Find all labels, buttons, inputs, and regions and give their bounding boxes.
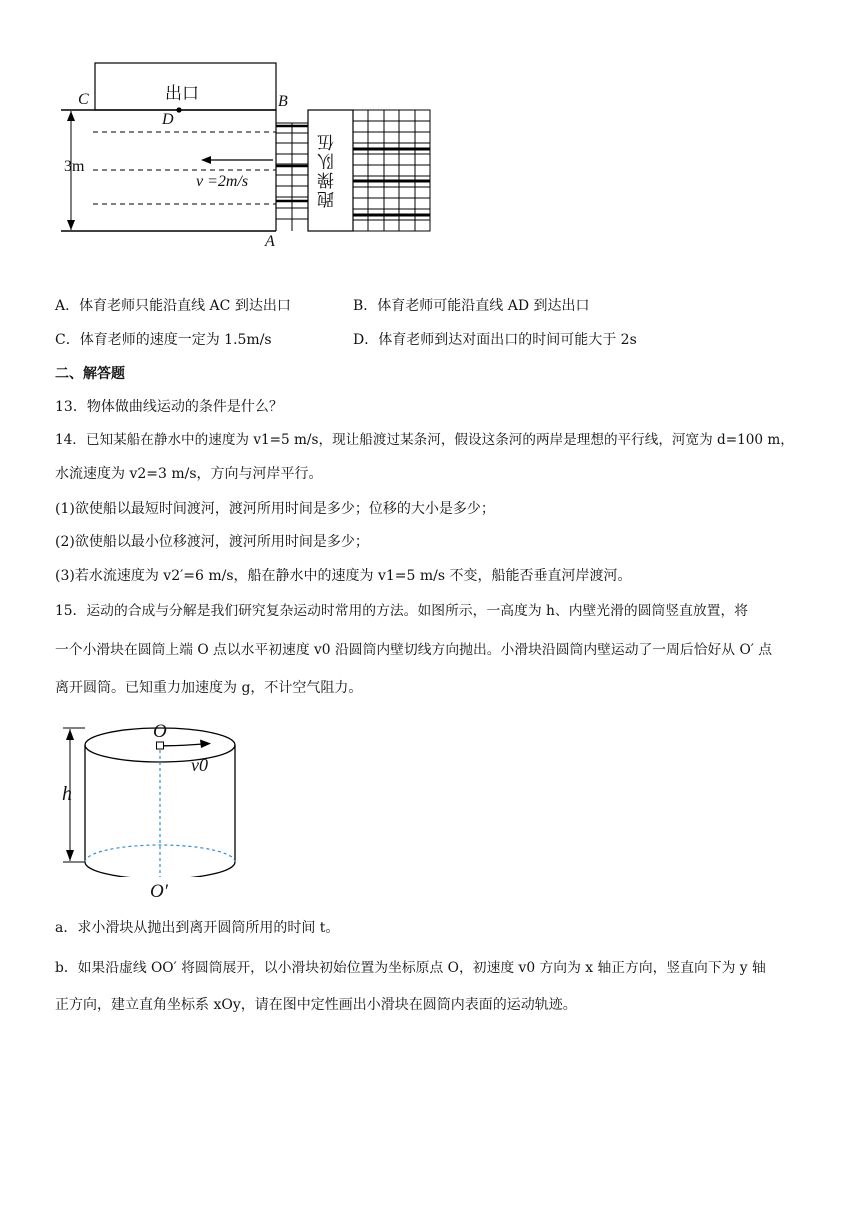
question-15-line1: 15．运动的合成与分解是我们研究复杂运动时常用的方法。如图所示，一高度为 h、内壁光滑的圆筒竖直放置，将: [55, 603, 749, 619]
slider-block: [157, 742, 164, 749]
point-d-marker: [176, 107, 181, 112]
point-o-prime-label: O′: [150, 881, 168, 902]
exit-label: 出口: [165, 84, 199, 103]
question-15-line2: 一个小滑块在圆筒上端 O 点以水平初速度 v0 沿圆筒内壁切线方向抛出。小滑块沿圆筒内壁运动了一周后恰好从 O′ 点: [55, 642, 773, 658]
question-14-line1: 14．已知某船在静水中的速度为 v1=5 m/s，现让船渡过某条河，假设这条河的两岸是理想的平行线，河宽为 d=100 m，: [55, 432, 794, 448]
point-c-label: C: [78, 91, 89, 108]
question-14-part3: (3)若水流速度为 v2′=6 m/s，船在静水中的速度为 v1=5 m/s 不变，船能否垂直河岸渡河。: [55, 568, 632, 584]
width-label: 3m: [64, 158, 85, 175]
queue-grid-right: [353, 110, 430, 231]
point-b-label: B: [278, 93, 288, 110]
playground-figure: [55, 55, 445, 255]
option-b: B．体育老师可能沿直线 AD 到达出口: [353, 298, 590, 314]
question-14-part1: (1)欲使船以最短时间渡河，渡河所用时间是多少；位移的大小是多少；: [55, 501, 495, 517]
question-15-line3: 离开圆筒。已知重力加速度为 g，不计空气阻力。: [55, 680, 363, 696]
section-heading: 二、解答题: [55, 366, 125, 382]
option-a: A．体育老师只能沿直线 AC 到达出口: [55, 298, 291, 314]
question-15-part-b-line2: 正方向，建立直角坐标系 xOy，请在图中定性画出小滑块在圆筒内表面的运动轨迹。: [55, 997, 577, 1013]
point-d-label: D: [162, 111, 174, 128]
queue-label: 跑操队伍: [318, 132, 338, 208]
initial-velocity-arrow: [164, 744, 203, 746]
question-14-part2: (2)欲使船以最小位移渡河，渡河所用时间是多少；: [55, 534, 369, 550]
height-label: h: [62, 783, 72, 805]
velocity-label: v =2m/s: [196, 173, 249, 190]
queue-grid-left: [276, 123, 308, 231]
option-c: C．体育老师的速度一定为 1.5m/s: [55, 332, 272, 348]
question-15-part-b-line1: b．如果沿虚线 OO′ 将圆筒展开，以小滑块初始位置为坐标原点 O，初速度 v0 方向为 x 轴正方向，竖直向下为 y 轴: [55, 960, 766, 976]
point-a-label: A: [265, 233, 275, 250]
question-14-line2: 水流速度为 v2=3 m/s，方向与河岸平行。: [55, 466, 323, 482]
question-15-part-a: a．求小滑块从抛出到离开圆筒所用的时间 t。: [55, 920, 340, 936]
v0-label: [191, 755, 208, 775]
option-d: D．体育老师到达对面出口的时间可能大于 2s: [353, 332, 637, 348]
v0-text: v0: [191, 755, 208, 775]
point-o-label: O: [153, 721, 167, 742]
question-13: 13．物体做曲线运动的条件是什么？: [55, 399, 283, 415]
